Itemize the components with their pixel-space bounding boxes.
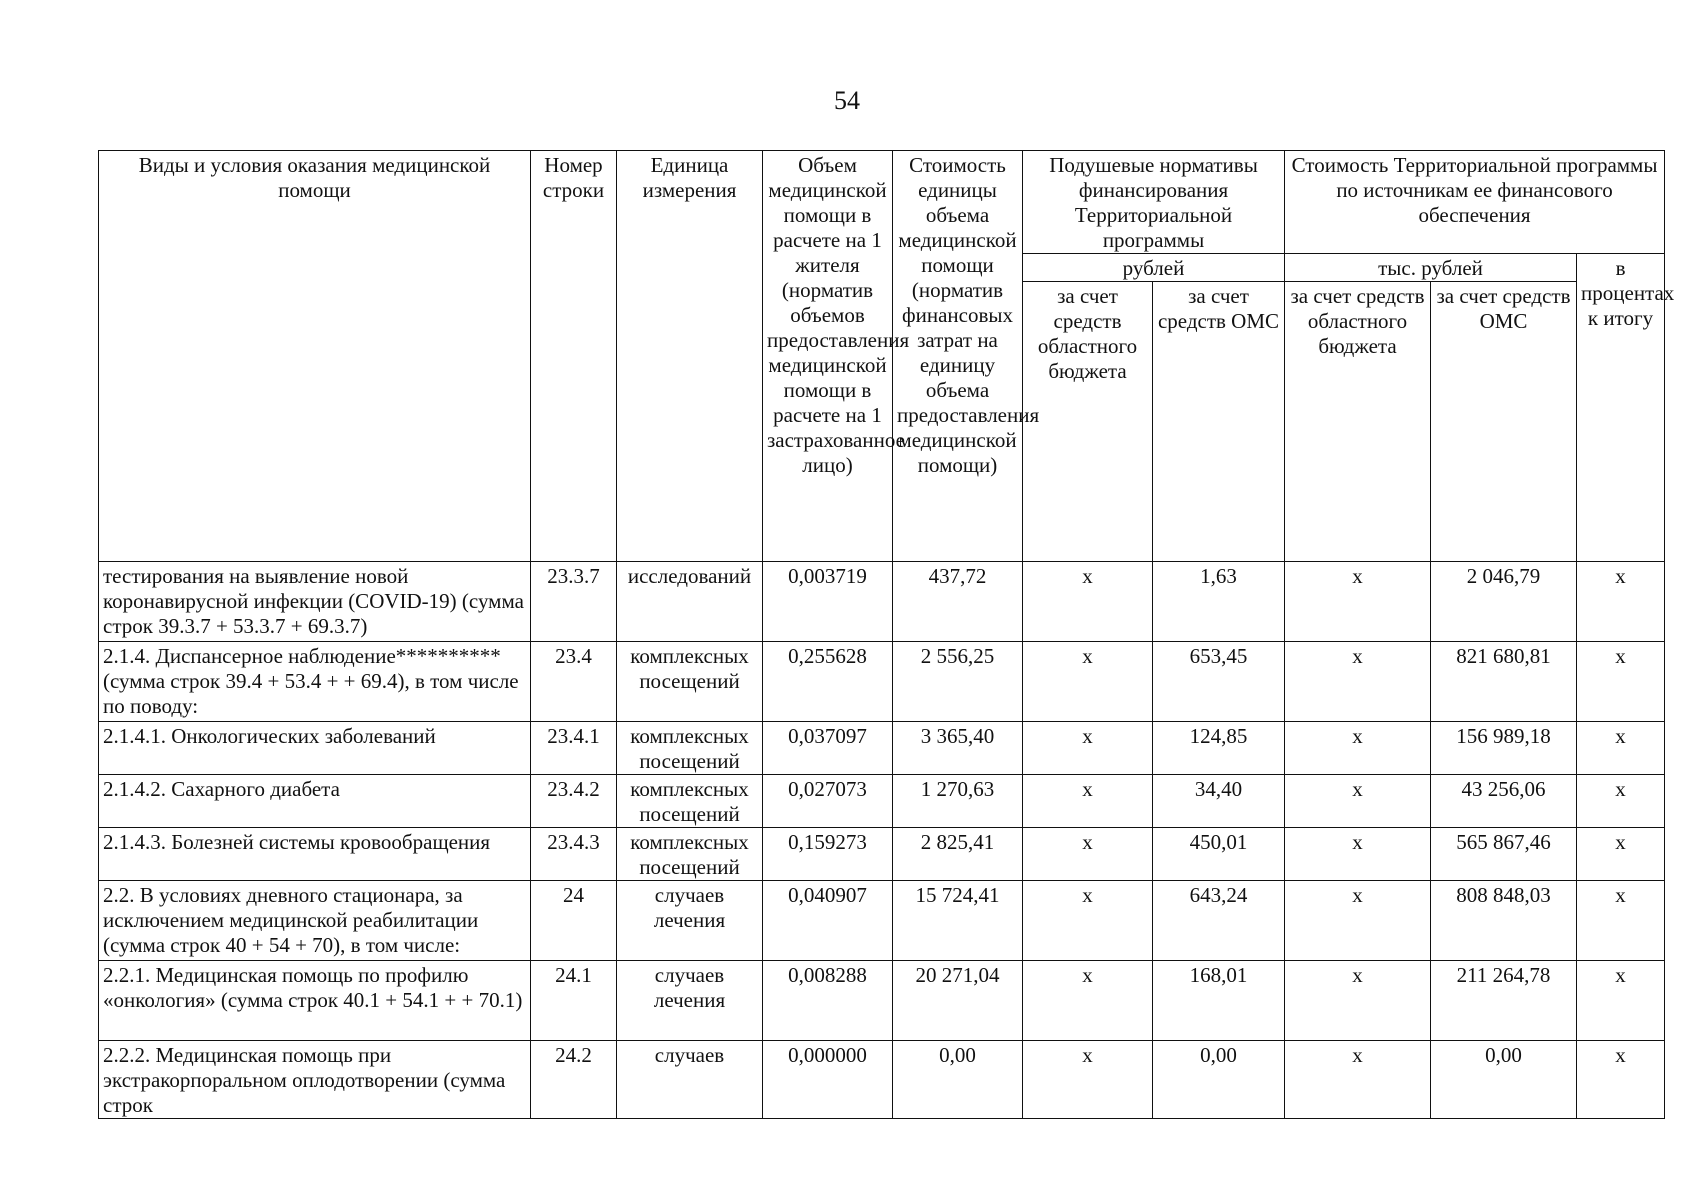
financing-table <box>98 150 1675 1119</box>
header-row-number: Номер строки <box>531 151 617 562</box>
row-tp-oms: 0,00 <box>1431 1041 1577 1119</box>
row-volume: 0,000000 <box>763 1041 893 1119</box>
header-unit: Единица измерения <box>617 151 763 562</box>
row-volume: 0,040907 <box>763 881 893 961</box>
row-pc-oms: 653,45 <box>1153 642 1285 722</box>
row-volume: 0,255628 <box>763 642 893 722</box>
row-volume: 0,027073 <box>763 775 893 828</box>
row-cost: 437,72 <box>893 562 1023 642</box>
row-pc-budget: х <box>1023 562 1153 642</box>
header-type: Виды и условия оказания медицинской помощи <box>99 151 531 562</box>
row-volume: 0,159273 <box>763 828 893 881</box>
row-tp-budget: х <box>1285 1041 1431 1119</box>
table-row <box>99 961 1665 1041</box>
row-pc-budget: х <box>1023 828 1153 881</box>
table-row <box>99 562 1665 642</box>
row-name: 2.1.4.2. Сахарного диабета <box>99 775 531 828</box>
row-pc-oms: 0,00 <box>1153 1041 1285 1119</box>
row-tp-oms: 565 867,46 <box>1431 828 1577 881</box>
row-unit: исследований <box>617 562 763 642</box>
row-tp-budget: х <box>1285 828 1431 881</box>
row-tp-budget: х <box>1285 775 1431 828</box>
row-pc-oms: 643,24 <box>1153 881 1285 961</box>
row-volume: 0,003719 <box>763 562 893 642</box>
header-sub-regional-budget-2: за счет средств областного бюджета <box>1285 282 1431 562</box>
page-number: 54 <box>834 86 860 115</box>
table-row <box>99 722 1665 775</box>
row-percent: х <box>1577 722 1665 775</box>
row-percent: х <box>1577 1041 1665 1119</box>
header-per-capita: Подушевые нормативы финансирования Территориальной программы <box>1023 151 1285 254</box>
row-number: 23.4.3 <box>531 828 617 881</box>
row-pc-budget: х <box>1023 722 1153 775</box>
row-tp-budget: х <box>1285 961 1431 1041</box>
row-tp-oms: 156 989,18 <box>1431 722 1577 775</box>
row-name: 2.2. В условиях дневного стационара, за исключением медицинской реабилитации (сумма строк 40 + 54 + 70), в том числе: <box>99 881 531 961</box>
row-tp-budget: х <box>1285 562 1431 642</box>
row-tp-oms: 211 264,78 <box>1431 961 1577 1041</box>
row-number: 24 <box>531 881 617 961</box>
row-pc-oms: 168,01 <box>1153 961 1285 1041</box>
row-pc-budget: х <box>1023 775 1153 828</box>
header-volume: Объем медицинской помощи в расчете на 1 жителя (норматив объемов предоставления медицинской помощи в расчете на 1 застрахованное лицо) <box>763 151 893 562</box>
header-sub-regional-budget: за счет средств областного бюджета <box>1023 282 1153 562</box>
row-unit: случаев лечения <box>617 881 763 961</box>
row-number: 23.4.2 <box>531 775 617 828</box>
row-cost: 2 556,25 <box>893 642 1023 722</box>
row-unit: случаев лечения <box>617 961 763 1041</box>
row-unit: случаев <box>617 1041 763 1119</box>
row-percent: х <box>1577 961 1665 1041</box>
row-name: 2.2.1. Медицинская помощь по профилю «онкология» (сумма строк 40.1 + 54.1 + + 70.1) <box>99 961 531 1041</box>
row-percent: х <box>1577 775 1665 828</box>
row-name: 2.1.4.3. Болезней системы кровообращения <box>99 828 531 881</box>
row-number: 23.4 <box>531 642 617 722</box>
header-unit-thousand-rubles: тыс. рублей <box>1285 254 1577 282</box>
row-unit: комплексных посещений <box>617 722 763 775</box>
row-pc-budget: х <box>1023 881 1153 961</box>
header-sub-oms-2: за счет средств ОМС <box>1431 282 1577 562</box>
row-unit: комплексных посещений <box>617 642 763 722</box>
row-name: 2.1.4.1. Онкологических заболеваний <box>99 722 531 775</box>
row-cost: 0,00 <box>893 1041 1023 1119</box>
row-pc-budget: х <box>1023 642 1153 722</box>
row-pc-budget: х <box>1023 1041 1153 1119</box>
table-row <box>99 828 1665 881</box>
row-tp-oms: 2 046,79 <box>1431 562 1577 642</box>
row-volume: 0,037097 <box>763 722 893 775</box>
table-row <box>99 642 1665 722</box>
header-unit-rubles: рублей <box>1023 254 1285 282</box>
row-tp-budget: х <box>1285 881 1431 961</box>
row-name: 2.1.4. Диспансерное наблюдение********** (сумма строк 39.4 + 53.4 + + 69.4), в том числе по поводу: <box>99 642 531 722</box>
table-row <box>99 881 1665 961</box>
row-unit: комплексных посещений <box>617 775 763 828</box>
row-unit: комплексных посещений <box>617 828 763 881</box>
row-percent: х <box>1577 881 1665 961</box>
row-cost: 3 365,40 <box>893 722 1023 775</box>
row-percent: х <box>1577 642 1665 722</box>
row-pc-oms: 34,40 <box>1153 775 1285 828</box>
header-unit-cost: Стоимость единицы объема медицинской помощи (норматив финансовых затрат на единицу объема предоставления медицинской помощи) <box>893 151 1023 562</box>
row-cost: 2 825,41 <box>893 828 1023 881</box>
row-tp-budget: х <box>1285 642 1431 722</box>
row-number: 24.2 <box>531 1041 617 1119</box>
row-volume: 0,008288 <box>763 961 893 1041</box>
row-cost: 15 724,41 <box>893 881 1023 961</box>
table-row <box>99 775 1665 828</box>
table-row <box>99 1041 1665 1119</box>
row-cost: 1 270,63 <box>893 775 1023 828</box>
row-percent: х <box>1577 828 1665 881</box>
row-pc-oms: 1,63 <box>1153 562 1285 642</box>
row-pc-oms: 124,85 <box>1153 722 1285 775</box>
row-number: 23.4.1 <box>531 722 617 775</box>
header-sub-oms: за счет средств ОМС <box>1153 282 1285 562</box>
row-number: 24.1 <box>531 961 617 1041</box>
row-tp-oms: 821 680,81 <box>1431 642 1577 722</box>
row-tp-oms: 808 848,03 <box>1431 881 1577 961</box>
row-percent: х <box>1577 562 1665 642</box>
row-cost: 20 271,04 <box>893 961 1023 1041</box>
row-pc-oms: 450,01 <box>1153 828 1285 881</box>
row-name: тестирования на выявление новой коронавирусной инфекции (COVID-19) (сумма строк 39.3.7 + 53.3.7 + 69.3.7) <box>99 562 531 642</box>
row-tp-oms: 43 256,06 <box>1431 775 1577 828</box>
header-percent: в процентах к итогу <box>1577 254 1665 562</box>
row-name: 2.2.2. Медицинская помощь при экстракорпоральном оплодотворении (сумма строк <box>99 1041 531 1119</box>
header-program-cost: Стоимость Территориальной программы по источникам ее финансового обеспечения <box>1285 151 1665 254</box>
row-pc-budget: х <box>1023 961 1153 1041</box>
header-row-1 <box>99 151 1665 254</box>
row-tp-budget: х <box>1285 722 1431 775</box>
row-number: 23.3.7 <box>531 562 617 642</box>
